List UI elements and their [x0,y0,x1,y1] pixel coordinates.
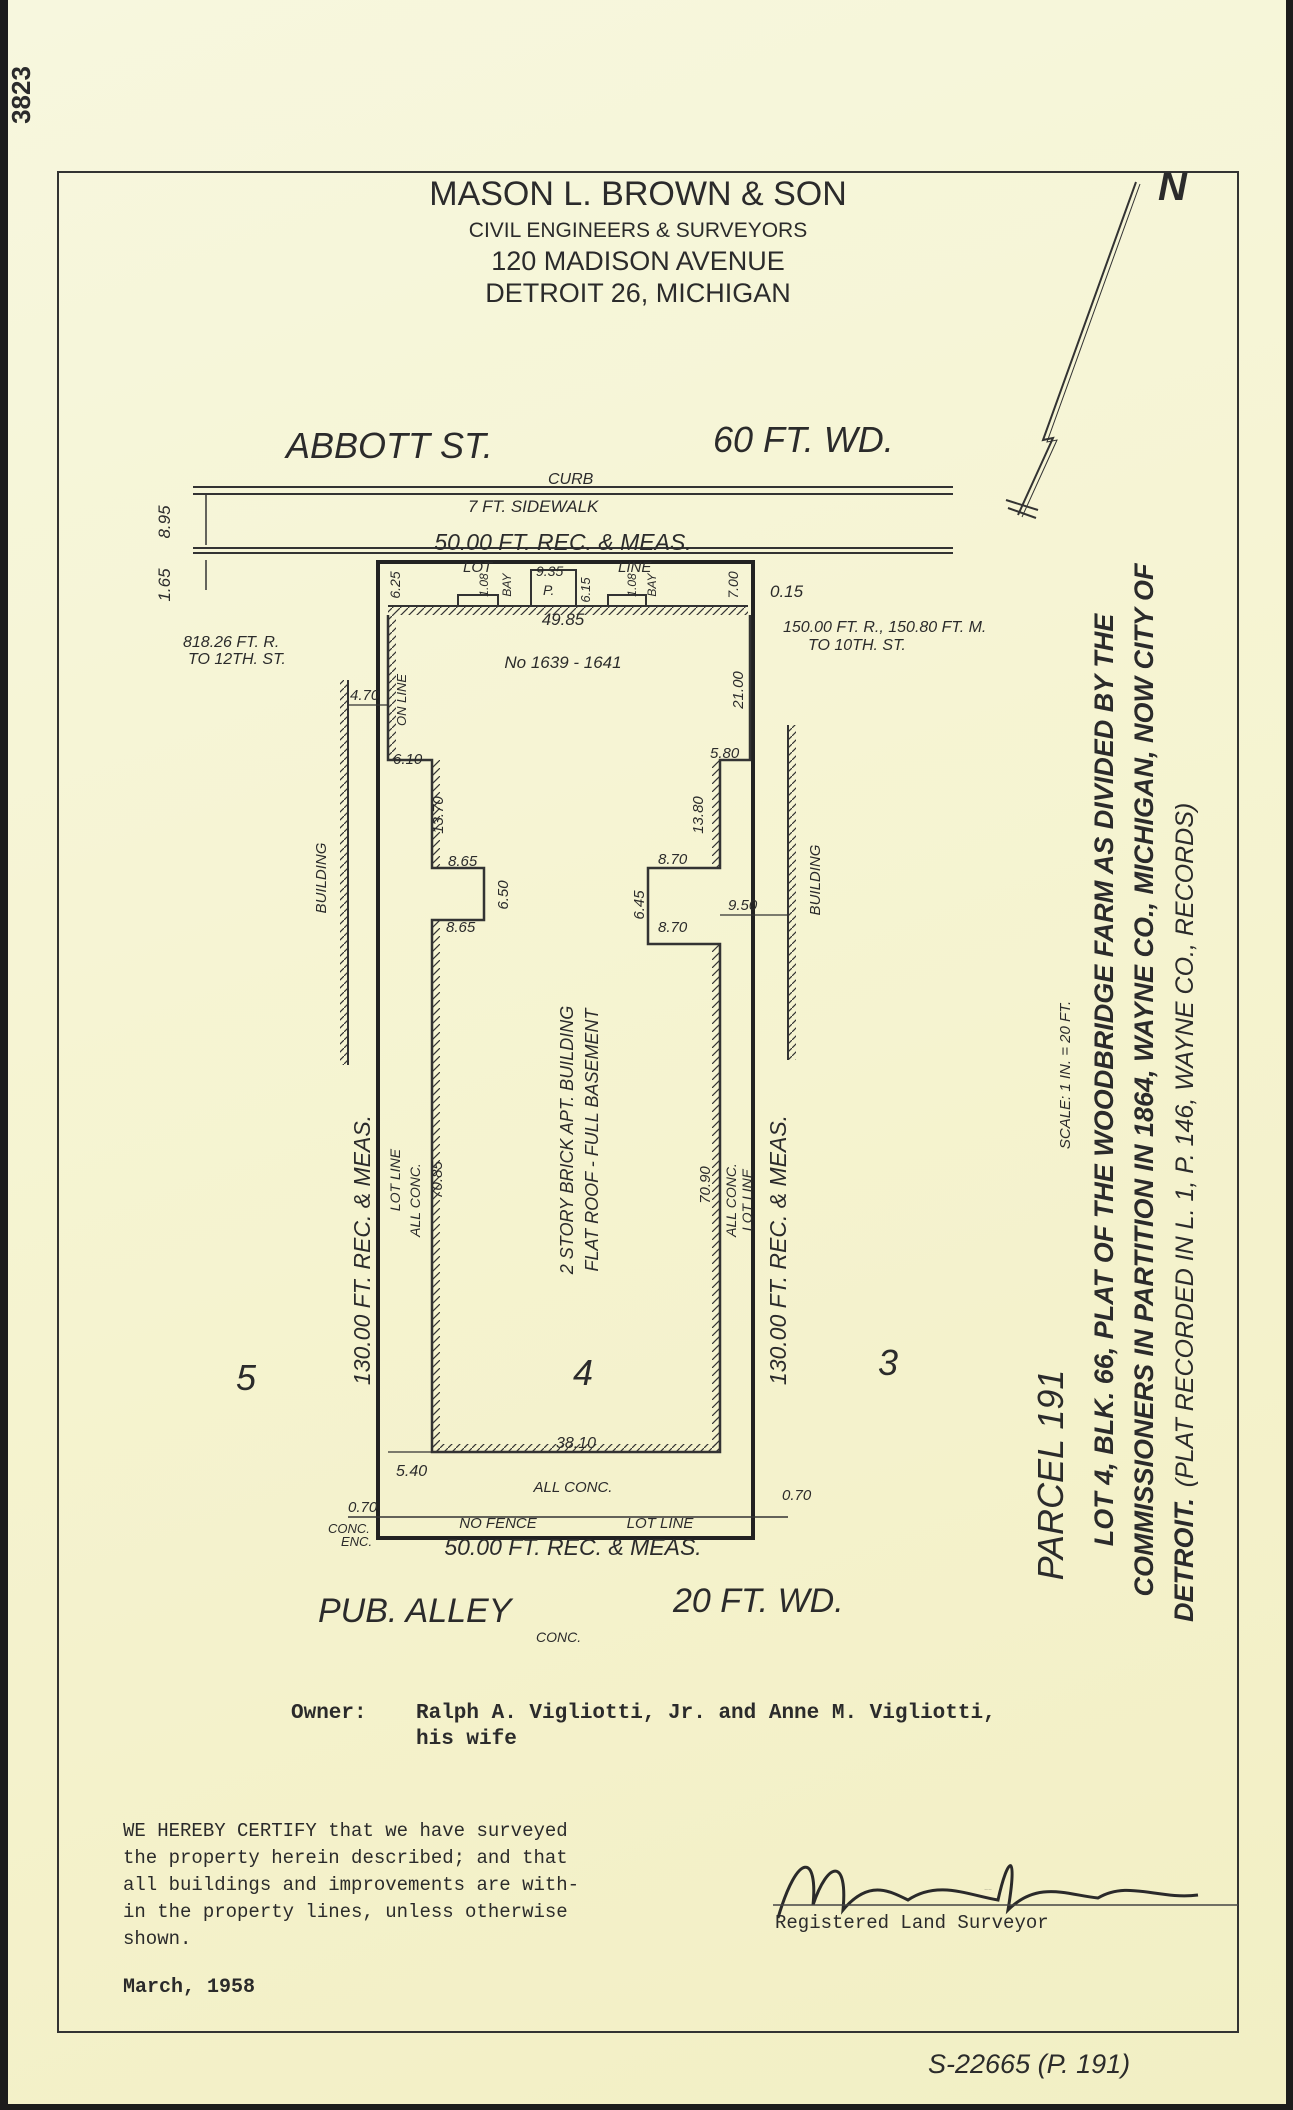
dim-070a: 0.70 [348,1499,378,1516]
no-fence: NO FENCE [459,1515,537,1532]
certify-line-4: in the property lines, unless otherwise [123,1901,568,1923]
dim-870b: 8.70 [658,919,688,936]
dim-top-lot: 50.00 FT. REC. & MEAS. [434,529,692,555]
dim-865a: 8.65 [448,853,478,870]
right-all-conc: ALL CONC. [723,1163,739,1237]
curb-label: CURB [548,471,594,488]
conc-enc: CONC. [328,1521,370,1536]
east-ref-2: TO 10TH. ST. [808,637,906,654]
firm-name: MASON L. BROWN & SON [429,175,847,213]
certify-line-2: the property herein described; and that [123,1847,568,1869]
owner-label: Owner: [291,1702,367,1725]
dim-580: 5.80 [710,745,740,762]
front-bay [388,570,748,606]
firm-title: CIVIL ENGINEERS & SURVEYORS [468,219,808,242]
building-hatch [388,615,720,1452]
east-ref: 150.00 FT. R., 150.80 FT. M. [783,619,987,636]
left-all-conc: ALL CONC. [407,1163,423,1237]
lot-number-4: 4 [573,1352,594,1393]
dim-4985: 49.85 [541,610,585,629]
signature [773,1866,1238,1918]
dim-3810: 38.10 [555,1435,597,1452]
label-line: LINE [618,559,652,576]
house-number: No 1639 - 1641 [504,653,622,672]
alley-conc: CONC. [536,1629,582,1645]
dim-108a: 1.08 [477,573,491,597]
alley-name: PUB. ALLEY [318,1592,512,1630]
dim-165: 1.65 [155,568,174,602]
dim-540: 5.40 [396,1463,428,1480]
dim-895: 8.95 [155,505,174,539]
rear-all-conc: ALL CONC. [533,1479,613,1496]
dim-610: 6.10 [393,751,423,768]
street-name-top: ABBOTT ST. [286,425,493,466]
dim-950: 9.50 [728,897,758,914]
right-lot-line: LOT LINE [739,1168,755,1232]
dim-1370: 13.70 [430,796,447,834]
label-p: P. [543,582,555,598]
dim-7085: 70.85 [429,1161,446,1199]
conc-enc-2: ENC. [341,1534,373,1549]
dim-7090: 70.90 [697,1166,714,1204]
dim-108b: 1.08 [625,573,639,597]
west-ref-2: TO 12TH. ST. [188,651,286,668]
signature-text: Mason L. Brown [984,1890,992,1891]
sidewalk-label: 7 FT. SIDEWALK [468,497,599,516]
firm-city: DETROIT 26, MICHIGAN [485,278,791,308]
neighbor-hatch-left [340,680,348,1065]
dim-070b: 0.70 [782,1487,812,1504]
north-arrow [1006,165,1188,518]
neighbor-hatch-right [788,725,796,1060]
rear-lot-line: LOT LINE [626,1515,694,1532]
survey-drawing [8,0,1286,2104]
building-desc-2: FLAT ROOF - FULL BASEMENT [582,1008,602,1272]
scale-note: SCALE: 1 IN. = 20 FT. [1057,1000,1074,1150]
lot-number-5: 5 [236,1357,257,1398]
dim-1380: 13.80 [690,796,707,834]
lot-number-3: 3 [878,1342,899,1383]
firm-address: 120 MADISON AVENUE [491,246,785,276]
dim-015: 0.15 [770,582,804,601]
dim-870a: 8.70 [658,851,688,868]
building-label-left: BUILDING [313,842,330,914]
legend-line-3b: (PLAT RECORDED IN L. 1, P. 146, WAYNE CO., RECORDS) [1171,802,1199,1488]
dim-935: 9.35 [536,563,564,579]
bay-b: BAY [645,573,659,597]
dim-625: 6.25 [387,571,403,599]
dim-865b: 8.65 [446,919,476,936]
building-label-right: BUILDING [807,844,824,916]
certify-line-1: WE HEREBY CERTIFY that we have surveyed [123,1820,568,1842]
owner-line-2: his wife [416,1728,517,1751]
street-width-top: 60 FT. WD. [713,419,894,460]
owner-line-1: Ralph A. Vigliotti, Jr. and Anne M. Vigliotti, [416,1702,996,1725]
surveyor-title: Registered Land Surveyor [775,1912,1049,1934]
sheet-number: 3823 [8,66,36,124]
dim-470: 4.70 [350,687,380,704]
legend-line-1: LOT 4, BLK. 66, PLAT OF THE WOODBRIDGE FARM AS DIVIDED BY THE [1089,613,1119,1547]
dim-2100: 21.00 [730,671,747,709]
certify-line-3: all buildings and improvements are with- [123,1874,580,1896]
survey-date: March, 1958 [123,1976,256,1999]
label-on-line: ON LINE [394,673,409,727]
certify-line-5: shown. [123,1928,192,1950]
bay-a: BAY [500,573,514,597]
legend-line-2: COMMISSIONERS IN PARTITION IN 1864, WAYNE CO., MICHIGAN, NOW CITY OF [1129,563,1159,1597]
building-desc-1: 2 STORY BRICK APT. BUILDING [557,1005,577,1275]
west-ref: 818.26 FT. R. [183,634,280,651]
dim-615: 6.15 [578,577,593,603]
north-label: N [1158,165,1187,209]
legend-line-3a: DETROIT. [1169,1498,1199,1622]
label-lot: LOT [463,559,493,576]
dim-645: 6.45 [631,890,648,920]
left-lot-line: LOT LINE [387,1148,403,1212]
reference-number: S-22665 (P. 191) [928,2049,1131,2079]
dim-right-side: 130.00 FT. REC. & MEAS. [765,1114,791,1386]
dim-bottom-lot: 50.00 FT. REC. & MEAS. [444,1534,702,1560]
dim-650: 6.50 [495,880,512,910]
dim-700: 7.00 [725,571,741,599]
dim-left-side: 130.00 FT. REC. & MEAS. [349,1114,375,1386]
survey-sheet [8,0,1286,2104]
alley-width: 20 FT. WD. [673,1582,844,1620]
parcel-number: PARCEL 191 [1030,1369,1071,1581]
